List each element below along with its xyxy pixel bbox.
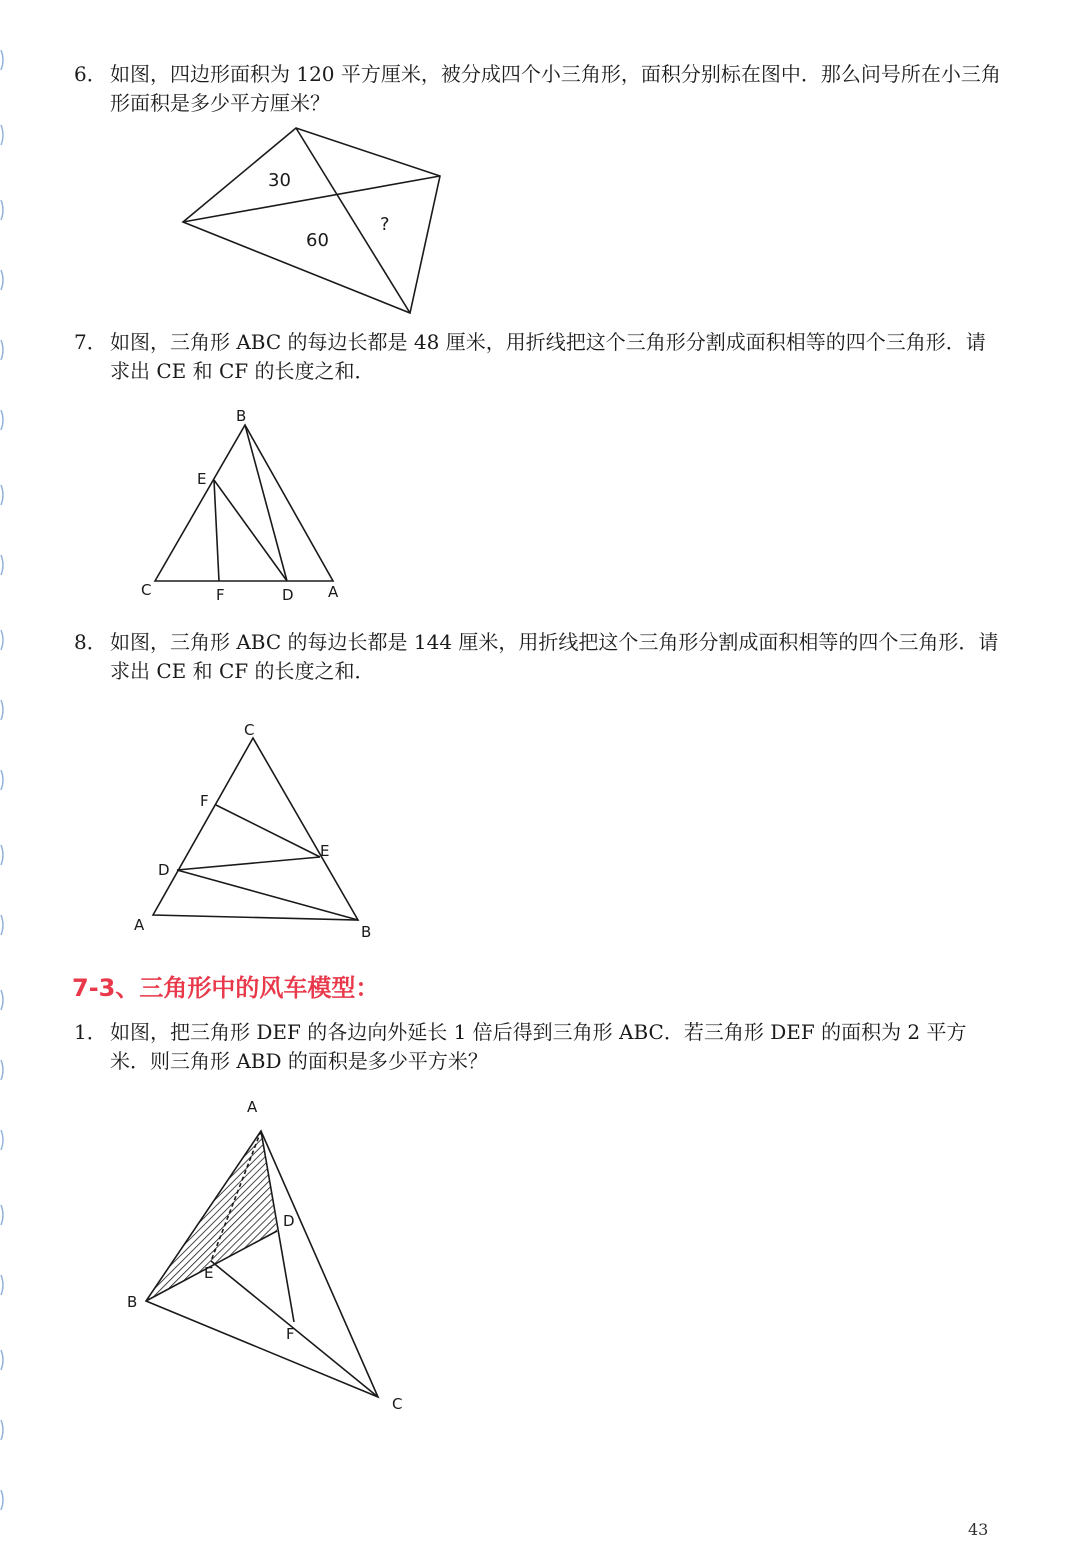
vertex-label-c: C bbox=[392, 1395, 403, 1413]
vertex-label-f: F bbox=[200, 792, 209, 810]
area-label-30: 30 bbox=[268, 170, 291, 191]
page-number: 43 bbox=[968, 1520, 989, 1539]
vertex-label-a: A bbox=[247, 1098, 258, 1116]
problem-number: 6． bbox=[74, 62, 107, 86]
area-label-question: ? bbox=[380, 214, 390, 235]
vertex-label-c: C bbox=[244, 721, 255, 739]
problem-text: 如图，把三角形 DEF 的各边向外延长 1 倍后得到三角形 ABC．若三角形 DEF 的面积为 2 平方米．则三角形 ABD 的面积是多少平方米？ bbox=[110, 1020, 967, 1073]
vertex-label-b: B bbox=[361, 923, 372, 941]
vertex-label-f: F bbox=[286, 1325, 295, 1343]
vertex-label-e: E bbox=[320, 842, 330, 860]
vertex-label-d: D bbox=[283, 1212, 295, 1230]
vertex-label-c: C bbox=[141, 581, 152, 599]
problem-text: 如图，四边形面积为 120 平方厘米，被分成四个小三角形，面积分别标在图中．那么问号所在小三角形面积是多少平方厘米？ bbox=[110, 62, 1001, 115]
vertex-label-f: F bbox=[216, 586, 225, 604]
vertex-label-d: D bbox=[282, 586, 294, 604]
problem-number: 1． bbox=[74, 1020, 107, 1044]
vertex-label-d: D bbox=[158, 861, 170, 879]
vertex-label-a: A bbox=[328, 583, 339, 601]
problem-text: 如图，三角形 ABC 的每边长都是 48 厘米，用折线把这个三角形分割成面积相等的四个三角形．请求出 CE 和 CF 的长度之和． bbox=[110, 330, 986, 383]
vertex-label-a: A bbox=[134, 916, 145, 934]
section-heading: 7-3、三角形中的风车模型： bbox=[72, 974, 380, 1002]
problem-text: 如图，三角形 ABC 的每边长都是 144 厘米，用折线把这个三角形分割成面积相等的四个三角形．请求出 CE 和 CF 的长度之和． bbox=[110, 630, 999, 683]
problem-number: 8． bbox=[74, 630, 107, 654]
problem-number: 7． bbox=[74, 330, 107, 354]
vertex-label-b: B bbox=[127, 1293, 138, 1311]
vertex-label-e: E bbox=[197, 470, 207, 488]
vertex-label-e: E bbox=[204, 1264, 214, 1282]
vertex-label-b: B bbox=[236, 407, 247, 425]
area-label-60: 60 bbox=[306, 230, 329, 251]
